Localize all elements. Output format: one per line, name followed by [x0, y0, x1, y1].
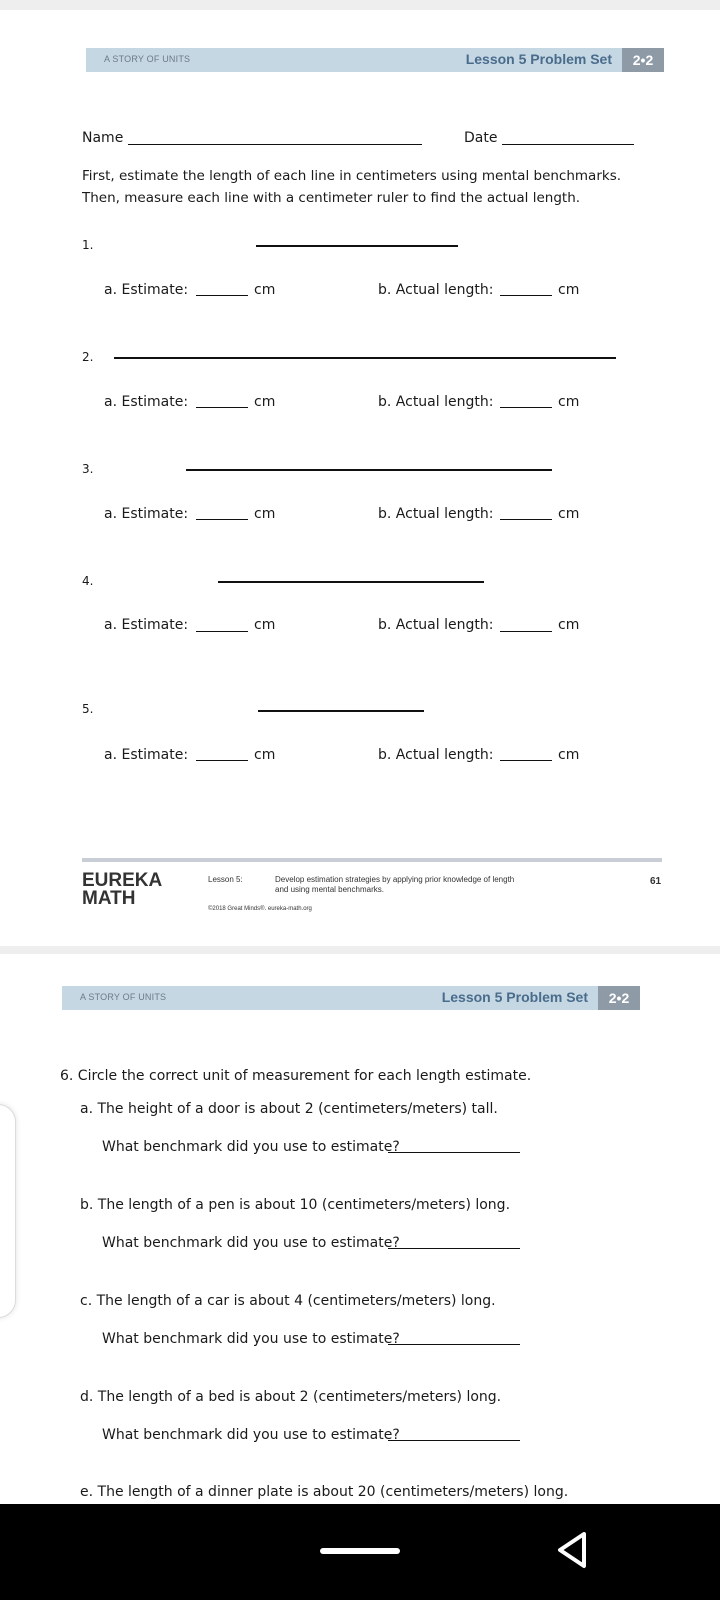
page-separator-top	[0, 0, 720, 10]
lesson-title: Lesson 5 Problem Set	[441, 989, 588, 1005]
problem-3-actual-label: b. Actual length:	[378, 506, 494, 522]
problem-4-actual-unit: cm	[558, 617, 580, 633]
page-separator	[0, 946, 720, 954]
problem-3-actual-blank[interactable]	[500, 519, 552, 520]
problem-5-estimate-label: a. Estimate:	[104, 747, 189, 763]
date-field[interactable]	[502, 144, 634, 145]
problem-2-estimate-unit: cm	[254, 394, 276, 410]
module-badge: 2•2	[598, 986, 640, 1010]
problem-2-actual-unit: cm	[558, 394, 580, 410]
item-a-text: a. The height of a door is about 2 (centimeters/meters) tall.	[80, 1101, 498, 1117]
story-of-units-label: A STORY OF UNITS	[80, 992, 167, 1002]
item-c-text: c. The length of a car is about 4 (centimeters/meters) long.	[80, 1293, 496, 1309]
problem-4-estimate-blank[interactable]	[196, 631, 248, 632]
item-c-benchmark-blank[interactable]	[388, 1344, 520, 1345]
problem-5-estimate-blank[interactable]	[196, 760, 248, 761]
problem-3-estimate-label: a. Estimate:	[104, 506, 189, 522]
problem-5-actual-unit: cm	[558, 747, 580, 763]
problem-1-estimate-unit: cm	[254, 282, 276, 298]
side-panel-handle[interactable]	[0, 1104, 16, 1318]
problem-2-estimate-blank[interactable]	[196, 407, 248, 408]
item-d-benchmark-prompt: What benchmark did you use to estimate?	[102, 1427, 400, 1443]
problem-3-estimate-blank[interactable]	[196, 519, 248, 520]
logo-line-1: EUREKA	[82, 870, 163, 891]
page1-header-bar	[86, 48, 664, 72]
story-of-units-label: A STORY OF UNITS	[104, 54, 191, 64]
problem-4-actual-blank[interactable]	[500, 631, 552, 632]
problem-3-line	[186, 469, 552, 471]
problem-2-actual-label: b. Actual length:	[378, 394, 494, 410]
home-gesture-pill[interactable]	[320, 1548, 400, 1554]
page-number: 61	[650, 876, 662, 887]
problem-5-actual-label: b. Actual length:	[378, 747, 494, 763]
problem-1-line	[256, 245, 458, 247]
item-d-text: d. The length of a bed is about 2 (centimeters/meters) long.	[80, 1389, 502, 1405]
item-c-benchmark-prompt: What benchmark did you use to estimate?	[102, 1331, 400, 1347]
item-a-benchmark-blank[interactable]	[388, 1152, 520, 1153]
problem-5-estimate-unit: cm	[254, 747, 276, 763]
problem-2-estimate-label: a. Estimate:	[104, 394, 189, 410]
problem-4-estimate-unit: cm	[254, 617, 276, 633]
problem-4-number: 4.	[82, 574, 94, 588]
problem-4-actual-label: b. Actual length:	[378, 617, 494, 633]
name-label: Name	[82, 130, 124, 146]
problem-2-actual-blank[interactable]	[500, 407, 552, 408]
question-6-prompt: 6. Circle the correct unit of measurement for each length estimate.	[60, 1068, 532, 1084]
problem-1-estimate-blank[interactable]	[196, 295, 248, 296]
problem-5-actual-blank[interactable]	[500, 760, 552, 761]
instructions-line-2: Then, measure each line with a centimeter ruler to find the actual length.	[82, 190, 581, 206]
module-badge: 2•2	[622, 48, 664, 72]
problem-4-estimate-label: a. Estimate:	[104, 617, 189, 633]
problem-5-number: 5.	[82, 702, 94, 716]
name-field[interactable]	[128, 144, 422, 145]
item-b-benchmark-blank[interactable]	[388, 1248, 520, 1249]
back-icon[interactable]	[554, 1530, 590, 1574]
problem-3-number: 3.	[82, 462, 94, 476]
footer-copyright: ©2018 Great Minds®. eureka-math.org	[208, 906, 312, 912]
problem-1-estimate-label: a. Estimate:	[104, 282, 189, 298]
problem-2-line	[114, 357, 616, 359]
problem-1-actual-blank[interactable]	[500, 295, 552, 296]
problem-2-number: 2.	[82, 350, 94, 364]
date-label: Date	[464, 130, 498, 146]
item-b-text: b. The length of a pen is about 10 (centimeters/meters) long.	[80, 1197, 511, 1213]
item-b-benchmark-prompt: What benchmark did you use to estimate?	[102, 1235, 400, 1251]
problem-3-estimate-unit: cm	[254, 506, 276, 522]
page2-header-bar	[62, 986, 640, 1010]
eureka-math-logo	[82, 872, 162, 908]
lesson-title: Lesson 5 Problem Set	[465, 51, 612, 67]
item-e-text: e. The length of a dinner plate is about 20 (centimeters/meters) long.	[80, 1484, 569, 1500]
problem-1-actual-label: b. Actual length:	[378, 282, 494, 298]
problem-1-actual-unit: cm	[558, 282, 580, 298]
item-a-benchmark-prompt: What benchmark did you use to estimate?	[102, 1139, 400, 1155]
logo-line-2: MATH	[82, 888, 136, 909]
problem-4-line	[218, 581, 484, 583]
footer-rule	[82, 858, 662, 862]
footer-description-1: Develop estimation strategies by applying prior knowledge of length	[275, 875, 515, 884]
footer-lesson-label: Lesson 5:	[208, 875, 243, 884]
problem-3-actual-unit: cm	[558, 506, 580, 522]
problem-1-number: 1.	[82, 238, 94, 252]
footer-description-2: and using mental benchmarks.	[275, 885, 384, 894]
instructions-line-1: First, estimate the length of each line in centimeters using mental benchmarks.	[82, 168, 622, 184]
item-d-benchmark-blank[interactable]	[388, 1440, 520, 1441]
problem-5-line	[258, 710, 424, 712]
